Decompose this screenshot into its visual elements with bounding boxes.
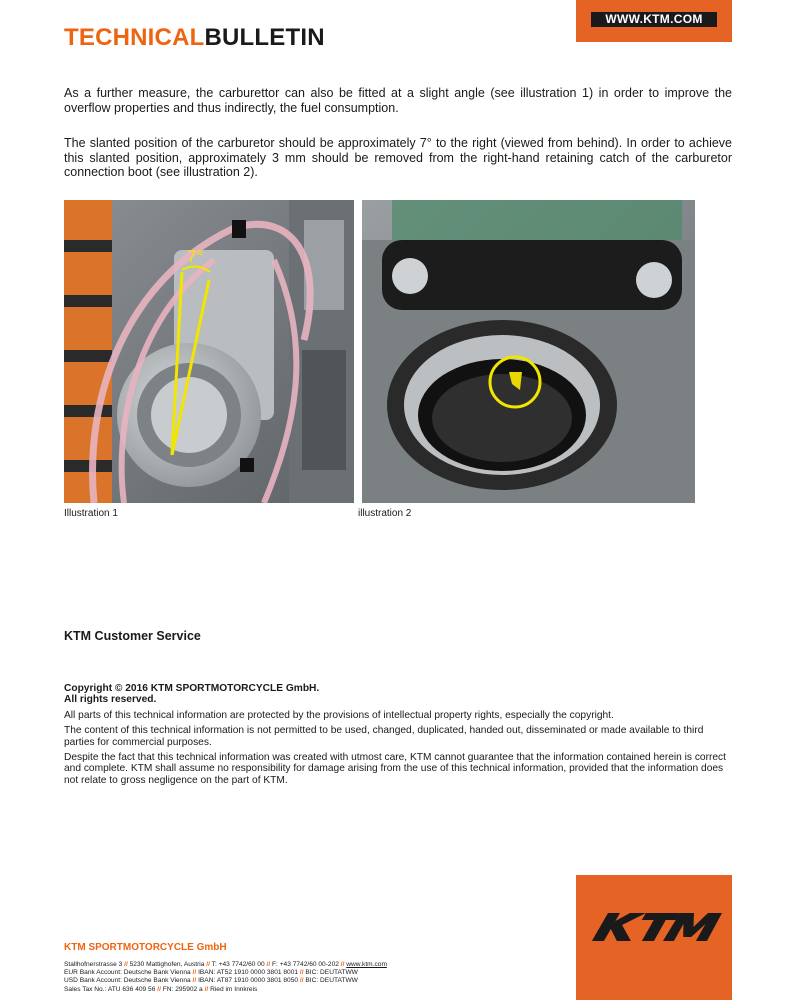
- illustration-1-photo: [64, 200, 354, 503]
- website-label: WWW.KTM.COM: [591, 12, 717, 27]
- address-line: Stallhofnerstrasse 3 // 5230 Mattighofen, Austria // T: +43 7742/60 00 // F: +43 7742/60 00-202 // www.ktm.com: [64, 961, 387, 968]
- ktm-logo-icon: [576, 875, 732, 1000]
- illustration-2-caption: illustration 2: [358, 508, 412, 519]
- paragraph-carburettor-angle: As a further measure, the carburettor can also be fitted at a slight angle (see illustration 1) in order to improve the overflow properties and thus indirectly, the fuel consumption.: [64, 86, 732, 115]
- copyright-block: [64, 683, 732, 786]
- title-technical: TECHNICAL: [64, 24, 205, 51]
- ktm-logo-box: [576, 875, 732, 1000]
- copyright-paragraph-3: Despite the fact that this technical information was created with utmost care, KTM cannot guarantee that the information contained herein is correct and complete. KTM shall assume no responsibility for damage arising from the use of this technical information, provided that the information does not relate to gross negligence on the part of KTM.: [64, 752, 726, 786]
- company-details: [64, 961, 387, 994]
- website-link[interactable]: www.ktm.com: [346, 961, 387, 968]
- tax-line: Sales Tax No.: ATU 636 409 56 // FN: 295902 a // Ried im Innkreis: [64, 985, 258, 993]
- carburetor-photo-image: [64, 200, 354, 503]
- copyright-title: Copyright © 2016 KTM SPORTMOTORCYCLE GmbH.: [64, 683, 320, 694]
- connection-boot-photo-image: [362, 200, 695, 503]
- rights-reserved: All rights reserved.: [64, 694, 157, 706]
- illustration-1-caption: Illustration 1: [64, 508, 118, 519]
- bulletin-title: [64, 24, 325, 52]
- angle-label: 7°: [187, 247, 204, 266]
- website-badge: [576, 0, 732, 42]
- customer-service-heading: KTM Customer Service: [64, 629, 201, 643]
- illustration-2-photo: [362, 200, 695, 503]
- company-name: KTM SPORTMOTORCYCLE GmbH: [64, 942, 227, 953]
- eur-bank-line: EUR Bank Account: Deutsche Bank Vienna // IBAN: AT52 1910 0000 3801 8001 // BIC: DEUTATWW: [64, 969, 358, 977]
- usd-bank-line: USD Bank Account: Deutsche Bank Vienna // IBAN: AT87 1910 0000 3801 8050 // BIC: DEUTATWW: [64, 977, 358, 985]
- copyright-paragraph-2: The content of this technical information is not permitted to be used, changed, duplicated, handed out, disseminated or made available to third parties for commercial purposes.: [64, 725, 704, 748]
- paragraph-slanted-position: The slanted position of the carburetor should be approximately 7° to the right (viewed from behind). In order to achieve this slanted position, approximately 3 mm should be removed from the right-hand retaining catch of the carburetor connection boot (see illustration 2).: [64, 136, 732, 179]
- copyright-paragraph-1: All parts of this technical information are protected by the provisions of intellectual property rights, especially the copyright.: [64, 709, 614, 721]
- title-bulletin: BULLETIN: [204, 24, 325, 51]
